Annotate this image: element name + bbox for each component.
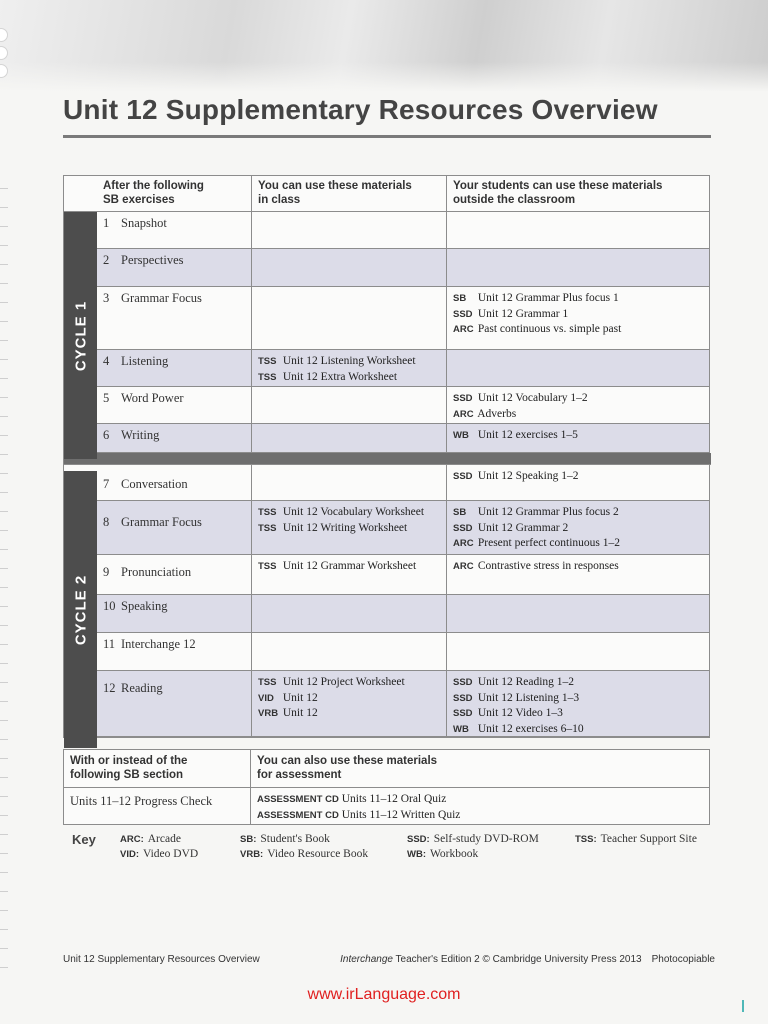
exercise-number: 12 [103,681,116,695]
outside-class-cell [447,595,709,632]
assessment-material [257,792,703,808]
resource-text: Units 11–12 Oral Quiz [341,793,447,805]
assessment-header-section [64,750,251,787]
resource-abbr: SSD [453,308,473,320]
resource-abbr: SSD [453,522,473,534]
exercise-name: Perspectives [121,253,184,267]
exercise-cell [97,465,252,500]
exercise-number: 4 [103,354,110,368]
resource-text: Unit 12 Grammar 1 [475,307,569,320]
resource-abbr: TSS [258,371,277,383]
resource-entry [258,559,440,575]
resource-entry [258,706,440,722]
abbreviation-key [72,832,732,872]
resource-text: Unit 12 Grammar Plus focus 2 [475,506,619,518]
resource-entry [453,469,703,485]
resource-abbr: ARC [453,561,474,572]
resource-text: Unit 12 Video 1–3 [475,707,563,719]
table-row [64,287,709,350]
exercise-cell [97,249,252,286]
exercise-cell [97,595,252,632]
exercise-name: Writing [121,428,160,442]
key-label: Key [72,832,96,847]
resource-entry [453,291,703,307]
assessment-row [64,788,709,824]
table-row [64,671,709,737]
table-row [64,350,709,387]
exercise-number: 10 [103,599,116,613]
exercise-cell [97,387,252,423]
key-abbr: SB: [240,834,257,845]
resource-abbr: ASSESSMENT CD [257,794,339,805]
outside-class-cell [447,387,709,423]
assessment-header-materials [251,750,709,787]
key-text: Arcade [147,833,181,845]
assessment-table [63,749,710,825]
exercise-name: Conversation [121,477,188,491]
resource-entry [453,722,703,738]
resource-entry [453,505,703,521]
resource-text: Unit 12 Grammar Worksheet [280,560,417,572]
key-text: Video Resource Book [267,848,369,860]
outside-class-cell [447,671,709,736]
exercise-name: Word Power [121,391,184,405]
exercise-name: Reading [121,681,163,695]
resources-table [63,175,710,738]
exercise-number: 1 [103,216,110,230]
cycle-band [64,212,97,459]
table-body [64,212,709,737]
resource-entry [453,706,703,722]
key-item [407,833,539,845]
exercise-name: Pronunciation [121,565,192,579]
table-row [64,465,709,501]
exercise-cell [97,212,252,248]
resource-text: Unit 12 Listening 1–3 [475,691,580,704]
cycle-label: CYCLE 2 [72,574,89,645]
resource-abbr: TSS [258,356,277,367]
key-item [240,848,368,860]
in-class-cell [252,350,447,386]
outside-class-cell [447,555,709,594]
key-abbr: SSD: [407,834,430,845]
header-text: in class [258,194,301,206]
resource-entry [453,559,703,575]
resource-entry [258,691,440,707]
resource-abbr: SSD [453,471,473,482]
outside-class-cell [447,465,709,500]
resource-text: Contrastive stress in responses [475,560,619,572]
key-abbr: WB: [407,849,426,860]
table-row [64,387,709,424]
page-title: Unit 12 Supplementary Resources Overview [63,94,658,125]
resource-entry [453,391,703,407]
footer-section-title: Unit 12 Supplementary Resources Overview [63,954,260,965]
table-row [64,595,709,633]
resource-text: Unit 12 Listening Worksheet [280,355,416,367]
key-text: Workbook [430,848,479,860]
outside-class-cell [447,212,709,248]
resource-text: Unit 12 Writing Worksheet [280,521,408,534]
resource-entry [258,370,440,386]
exercise-number: 7 [103,477,110,491]
resource-text: Adverbs [475,407,517,420]
exercise-name: Grammar Focus [121,515,202,529]
table-row [64,633,709,671]
resource-abbr: VID [258,692,274,704]
header-text: Your students can use these materials [453,180,663,192]
resource-text: Unit 12 Reading 1–2 [475,676,575,688]
key-text: Student's Book [260,833,330,845]
resource-abbr: WB [453,723,469,735]
in-class-cell [252,465,447,500]
cycle-divider [64,453,711,465]
resource-abbr: SSD [453,677,473,688]
exercise-cell [97,633,252,670]
assessment-section: Units 11–12 Progress Check [64,788,251,824]
in-class-cell [252,287,447,349]
resource-entry [258,521,440,537]
resource-text: Unit 12 Extra Worksheet [280,370,398,383]
resource-text: Unit 12 [280,691,318,704]
resource-abbr: TSS [258,677,277,688]
exercise-number: 5 [103,391,110,405]
outside-class-cell [447,287,709,349]
header-banner [0,0,768,92]
header-text: following SB section [70,769,184,781]
header-sb-exercises [97,176,252,211]
resource-entry [453,428,703,444]
header-text: With or instead of the [70,755,188,767]
in-class-cell [252,671,447,736]
key-abbr: ARC: [120,834,144,845]
resource-entry [453,691,703,707]
cycle-column-header [64,176,97,211]
resource-abbr: SSD [453,692,473,704]
resource-text: Unit 12 exercises 6–10 [475,722,584,735]
key-abbr: VID: [120,849,139,860]
header-text: outside the classroom [453,194,576,206]
resource-text: Unit 12 Vocabulary Worksheet [280,506,425,518]
header-text: for assessment [257,769,342,781]
exercise-number: 2 [103,253,110,267]
exercise-cell [97,287,252,349]
resource-text: Unit 12 [280,707,318,719]
key-item [120,833,181,845]
key-item [240,833,330,845]
exercise-number: 8 [103,515,110,529]
resource-entry [258,354,440,370]
header-text: You can use these materials [258,180,412,192]
footer-copyright-text: Teacher's Edition 2 © Cambridge University Press 2013 [392,954,642,965]
assessment-material [257,808,703,824]
resource-entry [453,675,703,691]
resource-text: Past continuous vs. simple past [475,323,622,335]
outside-class-cell [447,424,709,452]
resource-abbr: TSS [258,561,277,572]
key-text: Teacher Support Site [600,833,697,845]
header-text: After the following [103,180,204,192]
assessment-header-row [64,750,709,788]
resource-text: Unit 12 Grammar Plus focus 1 [475,292,619,304]
cycle-band [64,471,97,748]
exercise-number: 11 [103,637,116,651]
resource-abbr: ASSESSMENT CD [257,809,339,821]
footer-copyright [340,954,715,965]
resource-text: Unit 12 exercises 1–5 [475,429,578,441]
resource-entry [453,307,703,323]
assessment-materials [251,788,709,824]
resource-abbr: ARC [453,538,474,549]
exercise-name: Interchange 12 [121,637,196,651]
resource-abbr: TSS [258,522,277,534]
resource-text: Unit 12 Grammar 2 [475,521,569,534]
in-class-cell [252,633,447,670]
resource-abbr: TSS [258,507,277,518]
exercise-number: 3 [103,291,110,305]
footer-photocopiable: Photocopiable [651,954,715,965]
key-item [575,833,697,845]
table-row [64,555,709,595]
exercise-name: Snapshot [121,216,167,230]
watermark-link[interactable]: www.irLanguage.com [307,986,461,1003]
outside-class-cell [447,633,709,670]
exercise-name: Speaking [121,599,168,613]
exercise-cell [97,671,252,736]
resource-entry [258,505,440,521]
key-abbr: TSS: [575,834,597,845]
exercise-number: 9 [103,565,110,579]
in-class-cell [252,595,447,632]
in-class-cell [252,387,447,423]
key-item [120,848,198,860]
resource-abbr: ARC [453,408,474,420]
exercise-cell [97,555,252,594]
footer-book-title: Interchange [340,954,393,965]
exercise-cell [97,424,252,452]
resource-abbr: VRB [258,708,279,719]
header-outside-classroom [447,176,709,211]
in-class-cell [252,249,447,286]
exercise-name: Grammar Focus [121,291,202,305]
resource-abbr: SB [453,293,467,304]
key-item [407,848,478,860]
header-text: You can also use these materials [257,755,438,767]
in-class-cell [252,424,447,452]
in-class-cell [252,501,447,554]
title-rule [63,135,711,138]
resource-abbr: WB [453,430,469,441]
resource-text: Unit 12 Vocabulary 1–2 [475,392,588,404]
exercise-cell [97,350,252,386]
key-abbr: VRB: [240,849,264,860]
cycle-label: CYCLE 1 [72,300,89,371]
resource-abbr: SB [453,507,467,518]
resource-text: Units 11–12 Written Quiz [341,808,461,821]
resource-abbr: ARC [453,324,474,335]
outside-class-cell [447,350,709,386]
outside-class-cell [447,249,709,286]
resource-text: Unit 12 Project Worksheet [280,676,405,688]
header-in-class [252,176,447,211]
key-text: Self-study DVD-ROM [433,833,539,845]
resource-entry [453,521,703,537]
resource-text: Present perfect continuous 1–2 [475,537,620,549]
outside-class-cell [447,501,709,554]
in-class-cell [252,212,447,248]
resource-entry [453,322,703,338]
header-text: SB exercises [103,194,175,206]
table-row [64,249,709,287]
table-row [64,424,709,453]
table-row [64,212,709,249]
resource-entry [453,536,703,552]
corner-mark [742,1000,744,1012]
exercise-name: Listening [121,354,169,368]
resource-entry [453,407,703,423]
table-header-row [64,176,709,212]
resource-abbr: SSD [453,393,473,404]
resource-entry [258,675,440,691]
resource-abbr: SSD [453,708,473,719]
resource-text: Unit 12 Speaking 1–2 [475,470,579,482]
table-row [64,501,709,555]
notebook-margin [0,170,8,970]
exercise-cell [97,501,252,554]
exercise-number: 6 [103,428,110,442]
key-text: Video DVD [143,848,199,860]
in-class-cell [252,555,447,594]
